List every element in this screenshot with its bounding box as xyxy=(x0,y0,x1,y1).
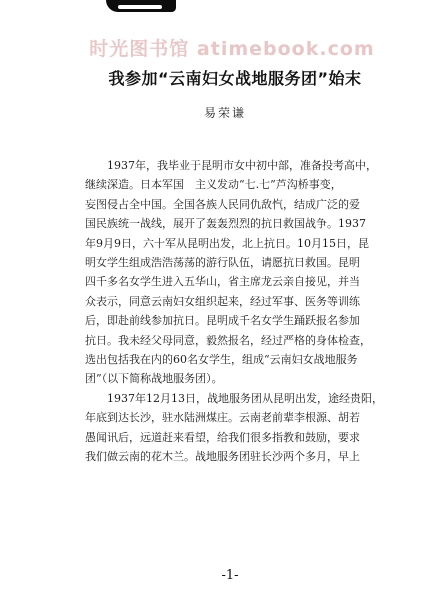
body-line: 抗日。我未经父母同意，毅然报名，经过严格的身体检查， xyxy=(85,333,371,347)
scan-edge-highlight xyxy=(118,5,162,9)
body-line: 四千多名女学生进入五华山，省主席龙云亲自接见，并当 xyxy=(85,275,360,289)
body-line: 1937年，我毕业于昆明市女中初中部，准备投考高中， xyxy=(85,159,377,172)
body-line: 年底到达长沙，驻水陆洲煤庄。云南老前辈李根源、胡若 xyxy=(85,411,360,425)
body-line: 团”（以下简称战地服务团）。 xyxy=(85,372,223,386)
body-line: 选出包括我在内的60名女学生，组成“云南妇女战地服务 xyxy=(85,353,358,367)
body-line: 愚闻讯后，远道赶来看望，给我们很多指教和鼓励，要求 xyxy=(85,430,360,444)
body-line: 继续深造。日本军国 主义发动“七.七”芦沟桥事变， xyxy=(85,178,342,192)
body-line: 妄图侵占全中国。全国各族人民同仇敌忾，结成广泛的爱 xyxy=(85,197,360,211)
body-line: 众表示，同意云南妇女组织起来，经过军事、医务等训练 xyxy=(85,294,360,308)
body-line: 1937年12月13日，战地服务团从昆明出发，途经贵阳， xyxy=(85,391,383,405)
page-number: -1- xyxy=(221,568,239,583)
body-line: 年9月9日，六十军从昆明出发，北上抗日。10月15日，昆 xyxy=(85,236,369,250)
body-line: 国民族统一战线，展开了轰轰烈烈的抗日救国战争。1937 xyxy=(85,217,366,231)
author-name: 易荣谦 xyxy=(203,106,246,120)
body-line: 我们做云南的花木兰。战地服务团驻长沙两个多月，早上 xyxy=(85,450,360,464)
body-line: 后，即赴前线参加抗日。昆明成千名女学生踊跃报名参加 xyxy=(85,314,360,328)
body-line: 明女学生组成浩浩荡荡的游行队伍，请愿抗日救国。昆明 xyxy=(85,256,360,270)
document-title: 我参加“云南妇女战地服务团”始末 xyxy=(108,69,362,88)
site-watermark: 时光图书馆 atimebook.com xyxy=(89,38,375,60)
article-body xyxy=(85,156,390,467)
